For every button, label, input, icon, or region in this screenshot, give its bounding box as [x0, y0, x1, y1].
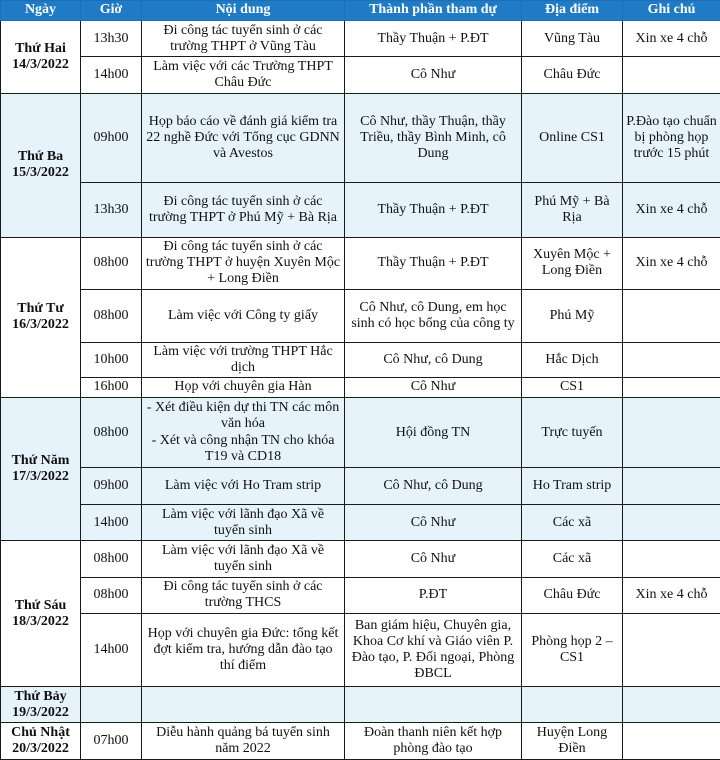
- location-cell: Hắc Dịch: [522, 342, 623, 378]
- participants-cell: Thầy Thuận + P.ĐT: [345, 182, 522, 237]
- note-cell: [623, 687, 720, 723]
- time-cell: [81, 687, 142, 723]
- day-cell: [1, 723, 81, 760]
- participants-cell: Cô Như: [345, 57, 522, 93]
- header-content: Nội dung: [142, 1, 345, 21]
- table-row: [1, 577, 720, 613]
- time-cell: 08h00: [81, 577, 142, 613]
- content-cell: Làm việc với lãnh đạo Xã về tuyển sinh: [142, 504, 345, 540]
- location-cell: Xuyên Mộc + Long Điền: [522, 237, 623, 290]
- participants-cell: Đoàn thanh niên kết hợp phòng đào tạo: [345, 723, 522, 760]
- time-cell: 08h00: [81, 237, 142, 290]
- location-cell: [522, 687, 623, 723]
- time-cell: 09h00: [81, 93, 142, 182]
- note-cell: Xin xe 4 chỗ: [623, 21, 720, 57]
- day-cell: [1, 397, 81, 541]
- note-cell: [623, 614, 720, 687]
- note-cell: P.Đào tạo chuẩn bị phòng họp trước 15 phút: [623, 93, 720, 182]
- day-name: Thứ Sáu 18/3/2022: [12, 597, 69, 629]
- location-cell: Huyện Long Điền: [522, 723, 623, 760]
- location-cell: Châu Đức: [522, 577, 623, 613]
- table-row: [1, 504, 720, 540]
- location-cell: Các xã: [522, 504, 623, 540]
- note-cell: [623, 541, 720, 577]
- participants-cell: Hội đồng TN: [345, 397, 522, 468]
- table-row: [1, 57, 720, 93]
- location-cell: Châu Đức: [522, 57, 623, 93]
- content-cell: Làm việc với trường THPT Hắc dịch: [142, 342, 345, 378]
- time-cell: 14h00: [81, 504, 142, 540]
- content-cell: Họp với chuyên gia Đức: tổng kết đợt kiểm tra, hướng dẫn đào tạo thí điểm: [142, 614, 345, 687]
- content-cell: Đi công tác tuyển sinh ở các trường THPT ở Vũng Tàu: [142, 21, 345, 57]
- time-cell: 13h30: [81, 182, 142, 237]
- content-cell: Họp với chuyên gia Hàn: [142, 378, 345, 397]
- location-cell: Online CS1: [522, 93, 623, 182]
- header-time: Giờ: [81, 1, 142, 21]
- table-row: [1, 237, 720, 290]
- location-cell: Phú Mỹ: [522, 290, 623, 343]
- day-cell: [1, 687, 81, 723]
- time-cell: 14h00: [81, 57, 142, 93]
- content-cell: - Xét điều kiện dự thi TN các môn văn hóa - Xét và công nhận TN cho khóa T19 và CD18: [142, 397, 345, 468]
- content-cell: Diễu hành quảng bá tuyển sinh năm 2022: [142, 723, 345, 760]
- time-cell: 07h00: [81, 723, 142, 760]
- time-cell: 08h00: [81, 397, 142, 468]
- note-cell: [623, 468, 720, 504]
- content-cell: Đi công tác tuyển sinh ở các trường THPT ở Phú Mỹ + Bà Rịa: [142, 182, 345, 237]
- day-cell: [1, 93, 81, 237]
- note-cell: [623, 504, 720, 540]
- participants-cell: Cô Như, cô Dung, em học sinh có học bổng của công ty: [345, 290, 522, 343]
- participants-cell: Cô Như: [345, 504, 522, 540]
- participants-cell: Cô Như, cô Dung: [345, 342, 522, 378]
- content-cell: Họp báo cáo về đánh giá kiểm tra 22 nghề Đức với Tổng cục GDNN và Avestos: [142, 93, 345, 182]
- table-row: [1, 468, 720, 504]
- content-cell: Làm việc với Công ty giấy: [142, 290, 345, 343]
- day-name: Thứ Ba 15/3/2022: [12, 149, 69, 181]
- note-cell: Xin xe 4 chỗ: [623, 577, 720, 613]
- note-cell: Xin xe 4 chỗ: [623, 237, 720, 290]
- header-row: [1, 1, 720, 21]
- day-cell: [1, 21, 81, 94]
- table-row: [1, 687, 720, 723]
- note-cell: Xin xe 4 chỗ: [623, 182, 720, 237]
- table-row: [1, 378, 720, 397]
- table-row: [1, 21, 720, 57]
- time-cell: 10h00: [81, 342, 142, 378]
- participants-cell: P.ĐT: [345, 577, 522, 613]
- table-row: [1, 93, 720, 182]
- time-cell: 13h30: [81, 21, 142, 57]
- note-cell: [623, 378, 720, 397]
- participants-cell: Thầy Thuận + P.ĐT: [345, 21, 522, 57]
- table-row: [1, 397, 720, 468]
- location-cell: Phú Mỹ + Bà Rịa: [522, 182, 623, 237]
- location-cell: Trực tuyến: [522, 397, 623, 468]
- table-row: [1, 342, 720, 378]
- table-row: [1, 614, 720, 687]
- participants-cell: Cô Như: [345, 541, 522, 577]
- location-cell: Ho Tram strip: [522, 468, 623, 504]
- location-cell: Vũng Tàu: [522, 21, 623, 57]
- participants-cell: Ban giám hiệu, Chuyên gia, Khoa Cơ khí và Giáo viên P. Đào tạo, P. Đối ngoại, Phòng ĐBCL: [345, 614, 522, 687]
- participants-cell: Cô Như, thầy Thuận, thầy Triều, thầy Bình Minh, cô Dung: [345, 93, 522, 182]
- content-cell: Làm việc với Ho Tram strip: [142, 468, 345, 504]
- content-cell: Làm việc với các Trường THPT Châu Đức: [142, 57, 345, 93]
- table-row: [1, 182, 720, 237]
- time-cell: 14h00: [81, 614, 142, 687]
- content-cell: [142, 687, 345, 723]
- day-name: Thứ Bảy 19/3/2022: [12, 688, 69, 720]
- participants-cell: Cô Như: [345, 378, 522, 397]
- day-name: Thứ Tư 16/3/2022: [12, 301, 69, 333]
- participants-cell: Thầy Thuận + P.ĐT: [345, 237, 522, 290]
- day-cell: [1, 541, 81, 687]
- day-name: Chủ Nhật 20/3/2022: [11, 725, 70, 757]
- header-note: Ghi chú: [623, 1, 720, 21]
- content-cell: Đi công tác tuyển sinh ở các trường THCS: [142, 577, 345, 613]
- location-cell: Phòng họp 2 – CS1: [522, 614, 623, 687]
- header-participants: Thành phần tham dự: [345, 1, 522, 21]
- content-cell: Làm việc với lãnh đạo Xã về tuyển sinh: [142, 541, 345, 577]
- location-cell: CS1: [522, 378, 623, 397]
- participants-cell: Cô Như, cô Dung: [345, 468, 522, 504]
- time-cell: 08h00: [81, 541, 142, 577]
- header-location: Địa điểm: [522, 1, 623, 21]
- note-cell: [623, 397, 720, 468]
- note-cell: [623, 290, 720, 343]
- day-cell: [1, 237, 81, 397]
- table-row: [1, 723, 720, 760]
- note-cell: [623, 723, 720, 760]
- location-cell: Các xã: [522, 541, 623, 577]
- day-name: Thứ Hai 14/3/2022: [12, 40, 69, 72]
- time-cell: 16h00: [81, 378, 142, 397]
- note-cell: [623, 57, 720, 93]
- table-row: [1, 541, 720, 577]
- time-cell: 09h00: [81, 468, 142, 504]
- participants-cell: [345, 687, 522, 723]
- table-row: [1, 290, 720, 343]
- content-cell: Đi công tác tuyển sinh ở các trường THPT ở huyện Xuyên Mộc + Long Điền: [142, 237, 345, 290]
- note-cell: [623, 342, 720, 378]
- day-name: Thứ Năm 17/3/2022: [11, 452, 70, 484]
- header-day: Ngày: [1, 1, 81, 21]
- time-cell: 08h00: [81, 290, 142, 343]
